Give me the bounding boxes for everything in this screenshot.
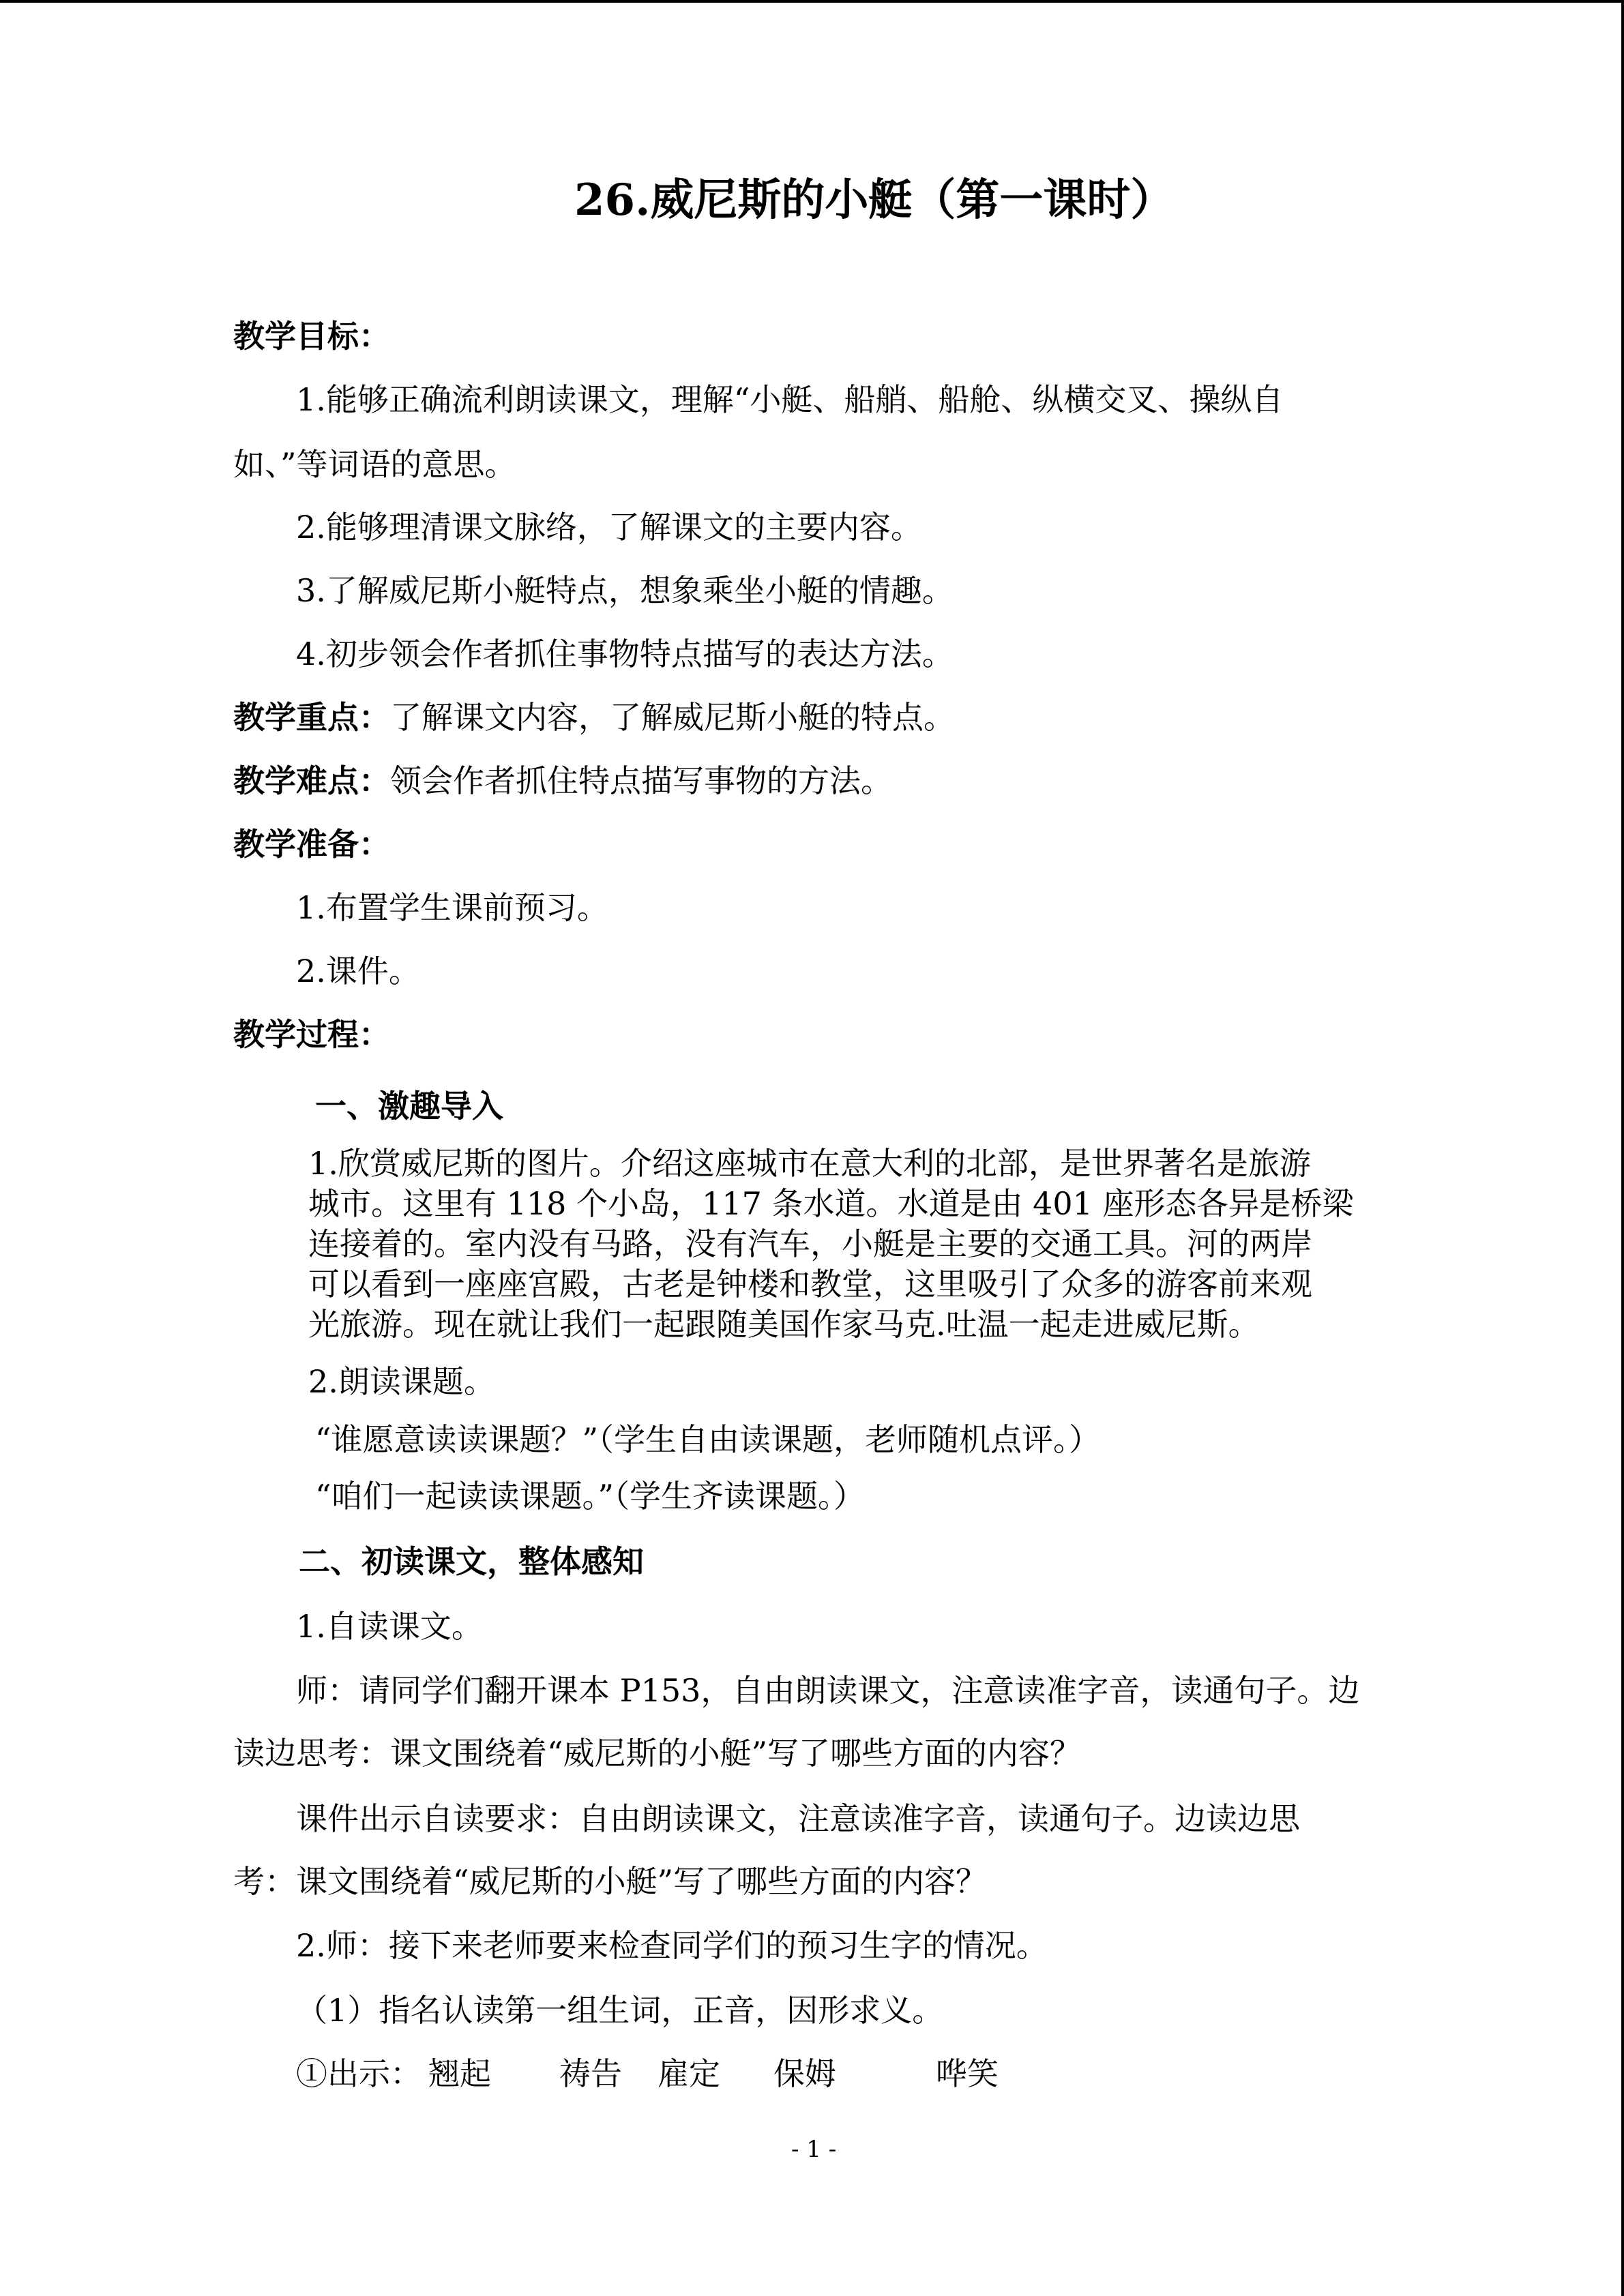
vocab-word-2: 祷告 <box>559 2055 622 2092</box>
objective-item-4: 4.初步领会作者抓住事物特点描写的表达方法。 <box>296 636 954 672</box>
process-heading: 教学过程： <box>233 1016 390 1053</box>
section1-para1-line5: 光旅游。现在就让我们一起跟随美国作家马克.吐温一起走进威尼斯。 <box>308 1306 1260 1343</box>
section1-para1-line2: 城市。这里有 118 个小岛，117 条水道。水道是由 401 座形态各异是桥梁 <box>308 1185 1354 1222</box>
objective-item-1: 1.能够正确流利朗读课文，理解“小艇、船艄、船舱、纵横交叉、操纵自 <box>296 381 1284 418</box>
page-title: 26.威尼斯的小艇（第一课时） <box>574 175 1175 226</box>
difficulty-row <box>233 760 892 801</box>
section1-item-2: 2.朗读课题。 <box>308 1363 495 1400</box>
page-number: - 1 - <box>791 2136 837 2163</box>
key-point-row <box>233 697 955 738</box>
section2-sub-1: （1）指名认读第一组生词，正音，因形求义。 <box>296 1992 944 2029</box>
difficulty-label: 教学难点： <box>233 762 390 799</box>
page-right-border <box>1621 0 1624 2296</box>
objectives-heading: 教学目标： <box>233 318 390 355</box>
preparation-item-2: 2.课件。 <box>296 953 420 989</box>
objective-item-1-continued: 如、”等词语的意思。 <box>233 446 516 483</box>
vocab-word-1: 翘起 <box>428 2055 491 2092</box>
section2-item-2: 2.师：接下来老师要来检查同学们的预习生字的情况。 <box>296 1927 1048 1964</box>
section1-quote-1: “谁愿意读读课题？”（学生自由读课题，老师随机点评。） <box>315 1421 1101 1458</box>
section1-para1-line3: 连接着的。室内没有马路，没有汽车，小艇是主要的交通工具。河的两岸 <box>308 1225 1312 1262</box>
objective-item-2: 2.能够理清课文脉络，了解课文的主要内容。 <box>296 509 922 546</box>
key-point-text: 了解课文内容，了解威尼斯小艇的特点。 <box>390 699 955 736</box>
difficulty-text: 领会作者抓住特点描写事物的方法。 <box>390 762 892 799</box>
section2-requirement-line-1: 课件出示自读要求：自由朗读课文，注意读准字音，读通句子。边读边思 <box>296 1800 1300 1837</box>
section2-display-label: ①出示： <box>296 2055 422 2092</box>
vocab-word-4: 保姆 <box>773 2055 836 2092</box>
section1-para1-line4: 可以看到一座座宫殿，古老是钟楼和教堂，这里吸引了众多的游客前来观 <box>308 1266 1312 1302</box>
page-top-border <box>0 0 1624 3</box>
vocab-word-5: 哗笑 <box>936 2055 999 2092</box>
section2-heading: 二、初读课文，整体感知 <box>299 1543 644 1580</box>
section2-teacher-line-2: 读边思考：课文围绕着“威尼斯的小艇”写了哪些方面的内容？ <box>233 1735 1082 1772</box>
preparation-item-1: 1.布置学生课前预习。 <box>296 889 608 926</box>
section2-item-1: 1.自读课文。 <box>296 1608 483 1645</box>
section1-quote-2: “咱们一起读读课题。”（学生齐读课题。） <box>315 1478 866 1515</box>
section2-teacher-line-1: 师：请同学们翻开课本 P153，自由朗读课文，注意读准字音，读通句子。边 <box>296 1672 1360 1709</box>
preparation-heading: 教学准备： <box>233 826 390 863</box>
key-point-label: 教学重点： <box>233 699 390 736</box>
section1-para1-line1: 1.欣赏威尼斯的图片。介绍这座城市在意大利的北部，是世界著名是旅游 <box>308 1145 1311 1182</box>
section1-heading: 一、激趣导入 <box>315 1088 503 1124</box>
vocab-word-3: 雇定 <box>658 2055 720 2092</box>
section2-requirement-line-2: 考：课文围绕着“威尼斯的小艇”写了哪些方面的内容？ <box>233 1863 988 1900</box>
objective-item-3: 3.了解威尼斯小艇特点，想象乘坐小艇的情趣。 <box>296 572 954 609</box>
